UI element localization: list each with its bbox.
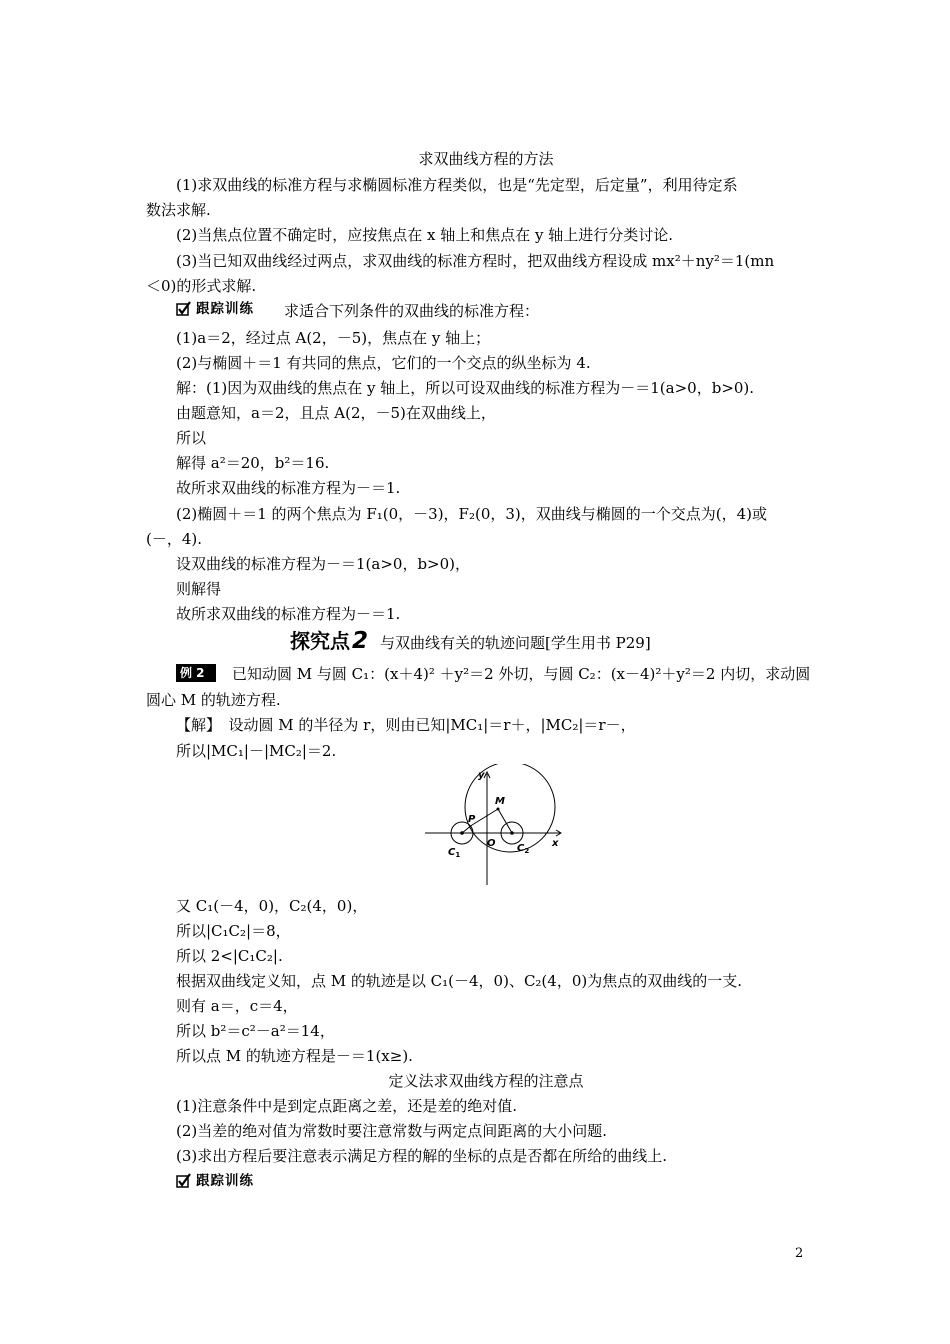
method-paragraph-1: (1)求双曲线的标准方程与求椭圆标准方程类似，也是“先定型，后定量”，利用待定系 [176,176,738,194]
solution-line: (－，4). [146,530,203,548]
solution-line: 解得 a²＝20，b²＝16. [176,454,330,472]
c1-label [448,847,460,859]
example-answer-line: 又 C₁(－4，0)，C₂(4，0)， [176,897,368,915]
example-answer-line: 所以 b²＝c²－a²＝14， [176,1022,335,1040]
method-paragraph-3: (3)当已知双曲线经过两点，求双曲线的标准方程时，把双曲线方程设成 mx²＋ny²＝1(mn [176,252,775,270]
solution-line: 由题意知，a＝2，且点 A(2，－5)在双曲线上， [176,404,496,422]
c1-label-sub: 1 [455,851,461,859]
practice-badge-2-label: 跟踪训练 [196,1173,254,1189]
method-paragraph-3-cont: ＜0)的形式求解. [146,277,257,295]
point-c1 [460,831,464,835]
example-answer-line: 根据双曲线定义知，点 M 的轨迹是以 C₁(－4，0)、C₂(4，0)为焦点的双曲线的一支. [176,972,742,990]
example-answer-line: 所以点 M 的轨迹方程是－＝1(x≥). [176,1047,413,1065]
solution-line: (2)椭圆＋＝1 的两个焦点为 F₁(0，－3)，F₂(0，3)，双曲线与椭圆的一个交点为(，4)或 [176,505,768,523]
solution-line: 所以 [176,429,207,447]
method2-paragraph-2: (2)当差的绝对值为常数时要注意常数与两定点间距离的大小问题. [176,1122,608,1140]
c2-label [517,843,529,855]
example-answer-line: 所以|C₁C₂|＝8， [176,922,291,940]
segment-p-m [472,809,498,825]
practice-question-1: (1)a＝2，经过点 A(2，－5)，焦点在 y 轴上； [176,329,491,347]
solution-line: 则解得 [176,580,222,598]
practice-badge-label: 跟踪训练 [196,301,254,317]
point-m [497,808,500,811]
circle-diagram [420,764,570,889]
example-badge [176,664,216,682]
segment-m-c2 [498,809,512,833]
solution-line: 解：(1)因为双曲线的焦点在 y 轴上，所以可设双曲线的标准方程为－＝1(a>0，b>0). [176,379,755,397]
point-c2 [510,831,514,835]
section-heading [290,626,651,656]
origin-label: O [487,838,496,849]
method-paragraph-2: (2)当焦点位置不确定时，应按焦点在 x 轴上和焦点在 y 轴上进行分类讨论. [176,226,674,244]
method2-paragraph-1: (1)注意条件中是到定点距离之差，还是差的绝对值. [176,1097,518,1115]
solution-line: 故所求双曲线的标准方程为－＝1. [176,605,401,623]
c1-label-main: C [448,847,456,858]
example-answer-line: 所以 2<|C₁C₂|. [176,947,283,965]
x-axis-label: x [552,838,559,849]
example-badge-label: 例 2 [180,666,205,680]
example-answer-line: 则有 a＝，c＝4， [176,997,298,1015]
method2-title: 定义法求双曲线方程的注意点 [388,1072,584,1090]
p-label: P [468,814,476,825]
c2-label-main: C [517,843,525,854]
section-number: 2 [352,628,369,654]
example-question-cont: 圆心 M 的轨迹方程. [146,691,281,709]
practice-prompt: 求适合下列条件的双曲线的标准方程： [284,302,540,320]
example-answer-line: 【解】 设动圆 M 的半径为 r，则由已知|MC₁|＝r＋，|MC₂|＝r－， [176,716,636,734]
checkbox-check-icon [176,301,192,317]
method-paragraph-1-cont: 数法求解. [146,201,211,219]
solution-line: 故所求双曲线的标准方程为－＝1. [176,479,401,497]
page-number: 2 [795,1246,804,1261]
method2-paragraph-3: (3)求出方程后要注意表示满足方程的解的坐标的点是否都在所给的曲线上. [176,1147,668,1165]
section-title: 与双曲线有关的轨迹问题[学生用书 P29] [380,634,651,652]
practice-badge-2 [176,1172,268,1190]
example-question: 已知动圆 M 与圆 C₁：(x＋4)² ＋y²＝2 外切，与圆 C₂：(x－4)²＋y²＝2 内切，求动圆 [232,665,811,683]
solution-line: 设双曲线的标准方程为－＝1(a>0，b>0)， [176,555,471,573]
checkbox-check-icon [176,1173,192,1189]
y-axis-label: y [478,770,485,781]
example-answer-line: 所以|MC₁|－|MC₂|＝2. [176,742,337,760]
c2-label-sub: 2 [524,847,530,855]
practice-question-2: (2)与椭圆＋＝1 有共同的焦点，它们的一个交点的纵坐标为 4. [176,354,591,372]
method-title: 求双曲线方程的方法 [418,150,554,168]
section-label: 探究点 [290,629,350,653]
m-label: M [495,796,505,807]
practice-badge [176,300,268,318]
